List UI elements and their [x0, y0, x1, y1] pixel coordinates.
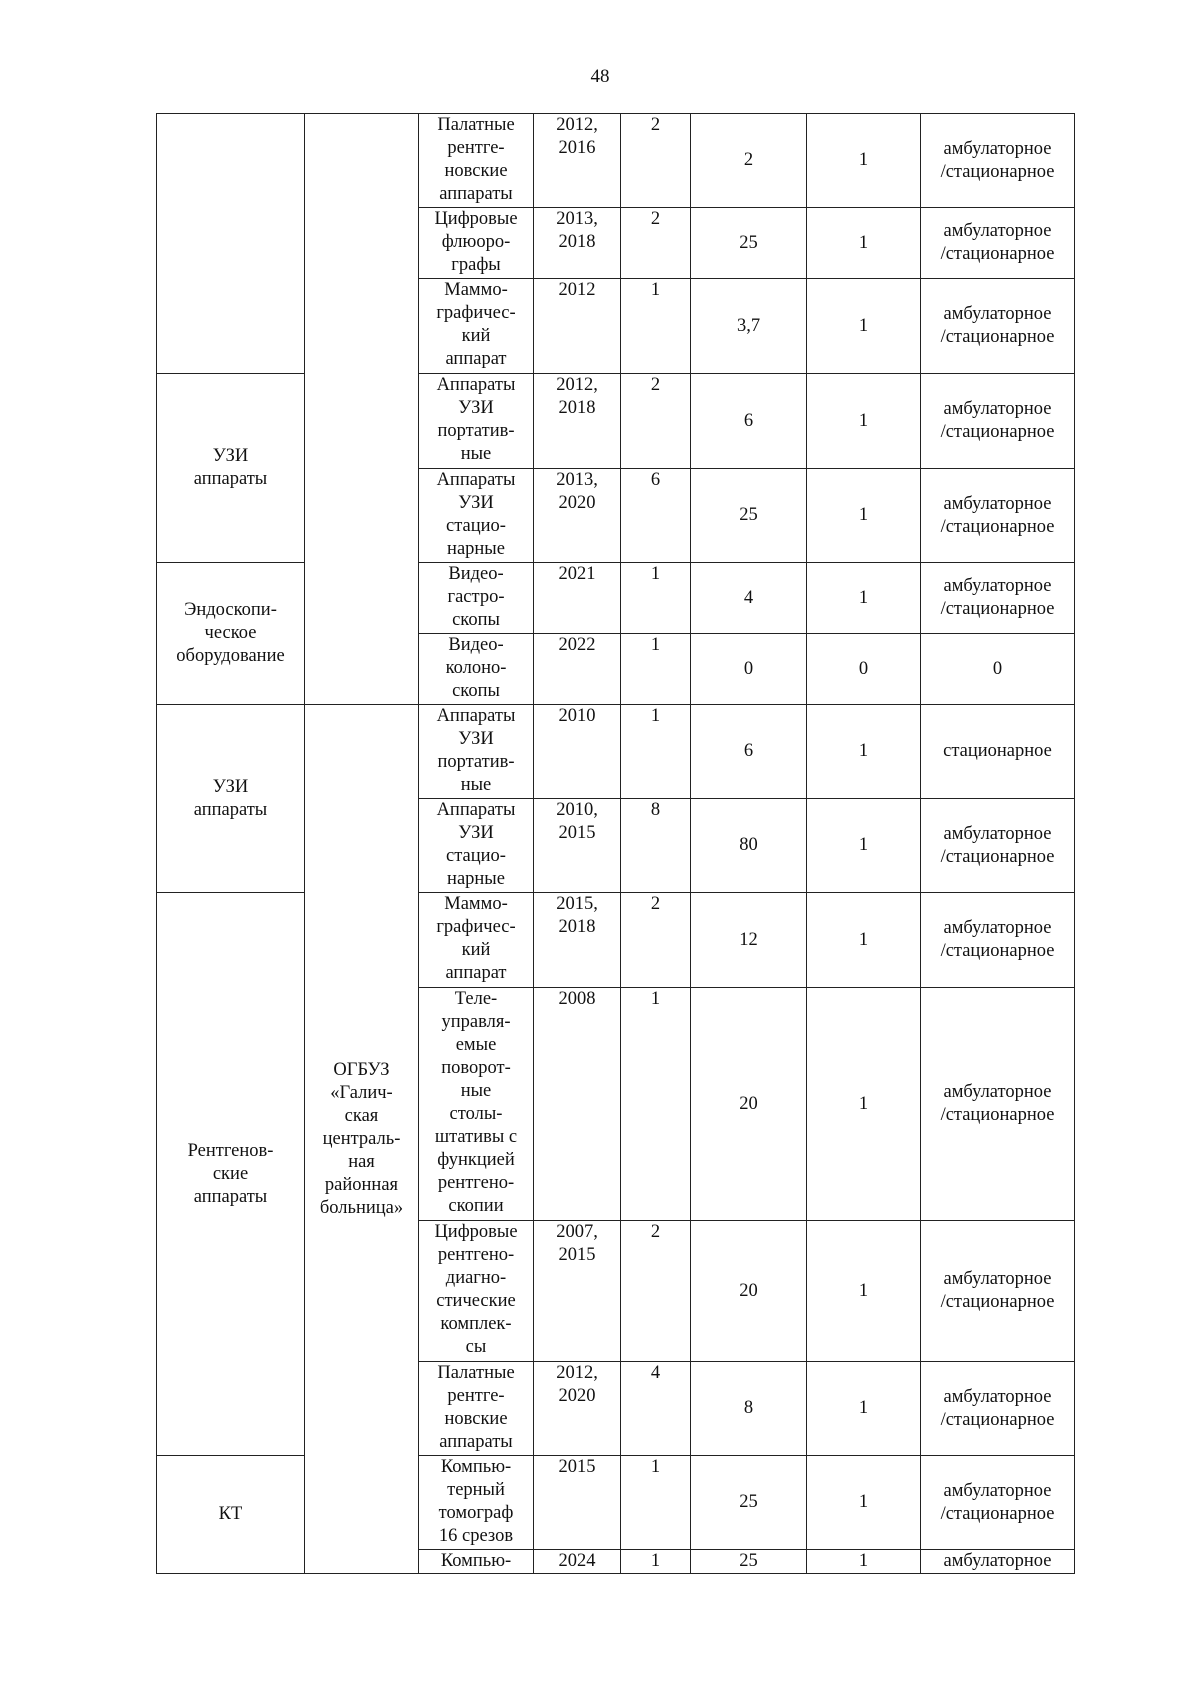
org-cell-empty — [305, 114, 419, 705]
quantity: 1 — [621, 1456, 691, 1550]
install-years: 2012 — [534, 279, 621, 374]
usage-mode: амбулаторное /стационарное — [921, 1221, 1075, 1362]
shifts-value: 1 — [807, 374, 921, 469]
quantity: 6 — [621, 469, 691, 563]
usage-mode: стационарное — [921, 705, 1075, 799]
shifts-value: 1 — [807, 705, 921, 799]
wear-value: 80 — [691, 799, 807, 893]
group-label-uzi: УЗИ аппараты — [157, 705, 305, 893]
quantity: 1 — [621, 563, 691, 634]
install-years: 2007, 2015 — [534, 1221, 621, 1362]
wear-value: 20 — [691, 1221, 807, 1362]
usage-mode: амбулаторное /стационарное — [921, 279, 1075, 374]
usage-mode: амбулаторное — [921, 1550, 1075, 1574]
wear-value: 4 — [691, 563, 807, 634]
wear-value: 3,7 — [691, 279, 807, 374]
install-years: 2012, 2020 — [534, 1362, 621, 1456]
equipment-name: Цифровые рентгено- диагно- стические комплек- сы — [419, 1221, 534, 1362]
equipment-table — [156, 113, 1075, 1574]
wear-value: 25 — [691, 1550, 807, 1574]
shifts-value: 1 — [807, 893, 921, 988]
usage-mode: амбулаторное /стационарное — [921, 208, 1075, 279]
wear-value: 25 — [691, 469, 807, 563]
group-label-endoscopy: Эндоскопи- ческое оборудование — [157, 563, 305, 705]
table-row — [157, 374, 1075, 469]
install-years: 2021 — [534, 563, 621, 634]
group-label-ct: КТ — [157, 1456, 305, 1574]
install-years: 2024 — [534, 1550, 621, 1574]
quantity: 1 — [621, 634, 691, 705]
equipment-name: Маммо- графичес- кий аппарат — [419, 279, 534, 374]
wear-value: 0 — [691, 634, 807, 705]
usage-mode: амбулаторное /стационарное — [921, 114, 1075, 208]
quantity: 8 — [621, 799, 691, 893]
equipment-name: Аппараты УЗИ стацио- нарные — [419, 799, 534, 893]
equipment-name: Видео- гастро- скопы — [419, 563, 534, 634]
table-row — [157, 114, 1075, 208]
install-years: 2008 — [534, 988, 621, 1221]
install-years: 2013, 2018 — [534, 208, 621, 279]
equipment-name: Компью- терный томограф 16 срезов — [419, 1456, 534, 1550]
quantity: 2 — [621, 208, 691, 279]
shifts-value: 1 — [807, 563, 921, 634]
wear-value: 20 — [691, 988, 807, 1221]
usage-mode: амбулаторное /стационарное — [921, 469, 1075, 563]
table-row — [157, 1456, 1075, 1550]
install-years: 2015 — [534, 1456, 621, 1550]
page-number: 48 — [590, 66, 610, 87]
wear-value: 25 — [691, 208, 807, 279]
usage-mode: 0 — [921, 634, 1075, 705]
quantity: 2 — [621, 893, 691, 988]
shifts-value: 0 — [807, 634, 921, 705]
shifts-value: 1 — [807, 114, 921, 208]
shifts-value: 1 — [807, 1456, 921, 1550]
install-years: 2012, 2016 — [534, 114, 621, 208]
quantity: 4 — [621, 1362, 691, 1456]
install-years: 2013, 2020 — [534, 469, 621, 563]
wear-value: 25 — [691, 1456, 807, 1550]
equipment-name: Аппараты УЗИ портатив- ные — [419, 705, 534, 799]
group-label-uzi: УЗИ аппараты — [157, 374, 305, 563]
group-cell-empty — [157, 114, 305, 374]
equipment-name: Аппараты УЗИ портатив- ные — [419, 374, 534, 469]
usage-mode: амбулаторное /стационарное — [921, 799, 1075, 893]
shifts-value: 1 — [807, 279, 921, 374]
install-years: 2012, 2018 — [534, 374, 621, 469]
quantity: 2 — [621, 1221, 691, 1362]
equipment-name: Маммо- графичес- кий аппарат — [419, 893, 534, 988]
quantity: 1 — [621, 705, 691, 799]
quantity: 1 — [621, 1550, 691, 1574]
table-row — [157, 563, 1075, 634]
table-row — [157, 893, 1075, 988]
usage-mode: амбулаторное /стационарное — [921, 374, 1075, 469]
usage-mode: амбулаторное /стационарное — [921, 1456, 1075, 1550]
shifts-value: 1 — [807, 799, 921, 893]
shifts-value: 1 — [807, 1221, 921, 1362]
organization-name: ОГБУЗ «Галич- ская централь- ная районная больница» — [305, 705, 419, 1574]
install-years: 2010 — [534, 705, 621, 799]
wear-value: 12 — [691, 893, 807, 988]
equipment-name: Цифровые флюоро- графы — [419, 208, 534, 279]
equipment-name: Палатные рентге- новские аппараты — [419, 1362, 534, 1456]
quantity: 2 — [621, 114, 691, 208]
group-label-xray: Рентгенов- ские аппараты — [157, 893, 305, 1456]
usage-mode: амбулаторное /стационарное — [921, 893, 1075, 988]
install-years: 2015, 2018 — [534, 893, 621, 988]
usage-mode: амбулаторное /стационарное — [921, 1362, 1075, 1456]
table-row — [157, 705, 1075, 799]
shifts-value: 1 — [807, 1362, 921, 1456]
wear-value: 6 — [691, 705, 807, 799]
usage-mode: амбулаторное /стационарное — [921, 988, 1075, 1221]
quantity: 2 — [621, 374, 691, 469]
shifts-value: 1 — [807, 469, 921, 563]
wear-value: 2 — [691, 114, 807, 208]
install-years: 2010, 2015 — [534, 799, 621, 893]
equipment-name: Компью- — [419, 1550, 534, 1574]
shifts-value: 1 — [807, 1550, 921, 1574]
wear-value: 8 — [691, 1362, 807, 1456]
equipment-name: Палатные рентге- новские аппараты — [419, 114, 534, 208]
equipment-name: Аппараты УЗИ стацио- нарные — [419, 469, 534, 563]
quantity: 1 — [621, 279, 691, 374]
quantity: 1 — [621, 988, 691, 1221]
shifts-value: 1 — [807, 988, 921, 1221]
equipment-name: Видео- колоно- скопы — [419, 634, 534, 705]
shifts-value: 1 — [807, 208, 921, 279]
install-years: 2022 — [534, 634, 621, 705]
equipment-name: Теле- управля- емые поворот- ные столы- штативы с функцией рентгено- скопии — [419, 988, 534, 1221]
usage-mode: амбулаторное /стационарное — [921, 563, 1075, 634]
wear-value: 6 — [691, 374, 807, 469]
